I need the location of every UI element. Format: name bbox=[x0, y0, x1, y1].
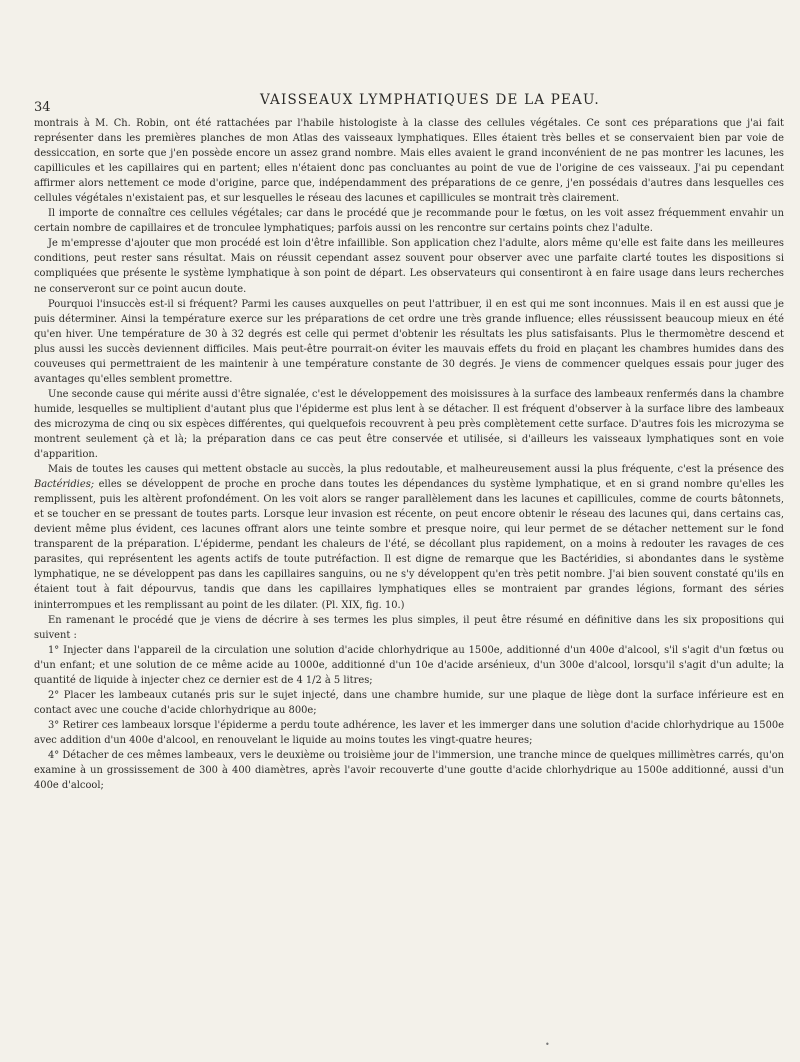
paragraph-resume: En ramenant le procédé que je viens de décrire à ses termes les plus simples, il peut être résumé en définitive dans les six propositions qui suivent : bbox=[34, 614, 784, 641]
page-header bbox=[34, 92, 782, 115]
paragraph-continuation: montrais à M. Ch. Robin, ont été rattachées par l'habile histologiste à la classe des cellules végétales. Ce sont ces préparations que j'ai fait représenter dans les premières planches de mon Atlas des vaisseaux lymphatiques. Elles étaient très belles et se conservaient bien par voie de dessiccation, en sorte que j'en possède encore un assez grand nombre. Mais elles avaient le grand inconvénient de ne pas montrer les lacunes, les capillicules et les capillaires qui en partent; elles n'étaient donc pas concluantes au point de vue de l'origine de ces vaisseaux. J'ai pu cependant affirmer alors nettement ce mode d'origine, parce que, indépendamment des préparations de ce genre, j'en possédais d'autres dans lesquelles ces cellules végétales n'existaient pas, et sur lesquelles le réseau des lacunes et capillicules se montrait très clairement. bbox=[34, 118, 784, 205]
proposition-1: 1° Injecter dans l'appareil de la circulation une solution d'acide chlorhydrique au 1500e, additionné d'un 400e d'alcool, s'il s'agit d'un fœtus ou d'un enfant; et une solution de ce même acide au 1000e, additionné d'un 10e d'acide arsénieux, d'un 300e d'alcool, lorsqu'il s'agit d'un adulte; la quantité de liquide à injecter chez ce dernier est de 4 1/2 à 5 litres; bbox=[34, 644, 784, 686]
proposition-2: 2° Placer les lambeaux cutanés pris sur le sujet injecté, dans une chambre humide, sur une plaque de liège dont la surface inférieure est en contact avec une couche d'acide chlorhydrique au 800e; bbox=[34, 689, 784, 716]
page-number: 34 bbox=[34, 100, 51, 115]
proposition-3: 3° Retirer ces lambeaux lorsque l'épiderme a perdu toute adhérence, les laver et les immerger dans une solution d'acide chlorhydrique au 1500e avec addition d'un 400e d'alcool, en renouvelant le liquide au moins toutes les vingt-quatre heures; bbox=[34, 719, 784, 746]
paragraph-cellules: Il importe de connaître ces cellules végétales; car dans le procédé que je recommande pour le fœtus, on les voit assez fréquemment envahir un certain nombre de capillaires et de tronculee lymphatiques; parfois aussi on les rencontre sur certains points chez l'adulte. bbox=[34, 208, 784, 235]
running-head: VAISSEAUX LYMPHATIQUES DE LA PEAU. bbox=[260, 92, 600, 108]
proposition-4: 4° Détacher de ces mêmes lambeaux, vers le deuxième ou troisième jour de l'immersion, une tranche mince de quelques millimètres carrés, qu'on examine à un grossissement de 300 à 400 diamètres, après l'avoir recouverte d'une goutte d'acide chlorhydrique au 1500e additionné, aussi d'un 400e d'alcool; bbox=[34, 749, 784, 792]
paragraph-bacteridies bbox=[34, 462, 784, 612]
paragraph-moisissures: Une seconde cause qui mérite aussi d'être signalée, c'est le développement des moisissures à la surface des lambeaux renfermés dans la chambre humide, lesquelles se multiplient d'autant plus que l'épiderme est plus lent à se détacher. Il est fréquent d'observer à la surface libre des lambeaux des microzyma de cinq ou six espèces différentes, qui quelquefois recouvrent à peu près complètement cette surface. D'autres fois les microzyma se montrent seulement çà et là; la préparation dans ce cas peut être conservée et utilisée, si d'ailleurs les vaisseaux lymphatiques sont en voie d'apparition. bbox=[34, 388, 784, 461]
paragraph-procede: Je m'empresse d'ajouter que mon procédé est loin d'être infaillible. Son application chez l'adulte, alors même qu'elle est faite dans les meilleures conditions, peut rester sans résultat. Mais on réussit cependant assez souvent pour observer avec une parfaite clarté toutes les dispositions si compliquées que présente le système lymphatique à son point de départ. Les observateurs qui consentiront à en faire usage dans leurs recherches ne conserveront sur ce point aucun doute. bbox=[34, 238, 784, 295]
paragraph-bacteridies-intro: Mais de toutes les causes qui mettent obstacle au succès, la plus redoutable, et malheureusement aussi la plus fréquente, c'est la présence des bbox=[48, 464, 784, 476]
paragraph-bacteridies-rest: elles se développent de proche en proche dans toutes les dépendances du système lymphatique, et en si grand nombre qu'elles les remplissent, puis les altèrent profondément. On les voit alors se ranger parallèlement dans les lacunes et capillicules, comme de courts bâtonnets, et se toucher en se pressant de toutes parts. Lorsque leur invasion est récente, on peut encore obtenir le réseau des lacunes qui, dans certains cas, devient même plus évident, ces lacunes offrant alors une teinte sombre et presque noire, qui leur permet de se détacher nettement sur le fond transparent de la préparation. L'épiderme, pendant les chaleurs de l'été, se décollant plus rapidement, on a moins à redouter les ravages de ces parasites, qui représentent les agents actifs de toute putréfaction. Il est digne de remarque que les Bactéridies, si abondantes dans le système lymphatique, ne se développent pas dans les capillaires sanguins, ou ne s'y développent qu'en très petit nombre. J'ai bien souvent constaté qu'ils en étaient tout à fait dépourvus, tandis que dans les capillaires lymphatiques elles se montraient par grandes légions, formant des séries ininterrompues et les remplissant au point de les dilater. (Pl. XIX, fig. 10.) bbox=[34, 479, 784, 611]
bottom-mark: • bbox=[545, 1040, 550, 1049]
bacteridies-term: Bactéridies; bbox=[34, 479, 95, 491]
body-text bbox=[34, 116, 784, 793]
paragraph-insucces: Pourquoi l'insuccès est-il si fréquent? Parmi les causes auxquelles on peut l'attribuer, il en est qui me sont inconnues. Mais il en est aussi que je puis déterminer. Ainsi la température exerce sur les préparations de cet ordre une très grande influence; elles réussissent beaucoup mieux en été qu'en hiver. Une température de 30 à 32 degrés est celle qui permet d'obtenir les résultats les plus satisfaisants. Plus le thermomètre descend et plus aussi les succès deviennent difficiles. Mais peut-être pourrait-on éviter les mauvais effets du froid en plaçant les chambres humides dans des couveuses qui permettraient de les maintenir à une température constante de 30 degrés. Je viens de commencer quelques essais pour juger des avantages qu'elles semblent promettre. bbox=[34, 298, 784, 385]
